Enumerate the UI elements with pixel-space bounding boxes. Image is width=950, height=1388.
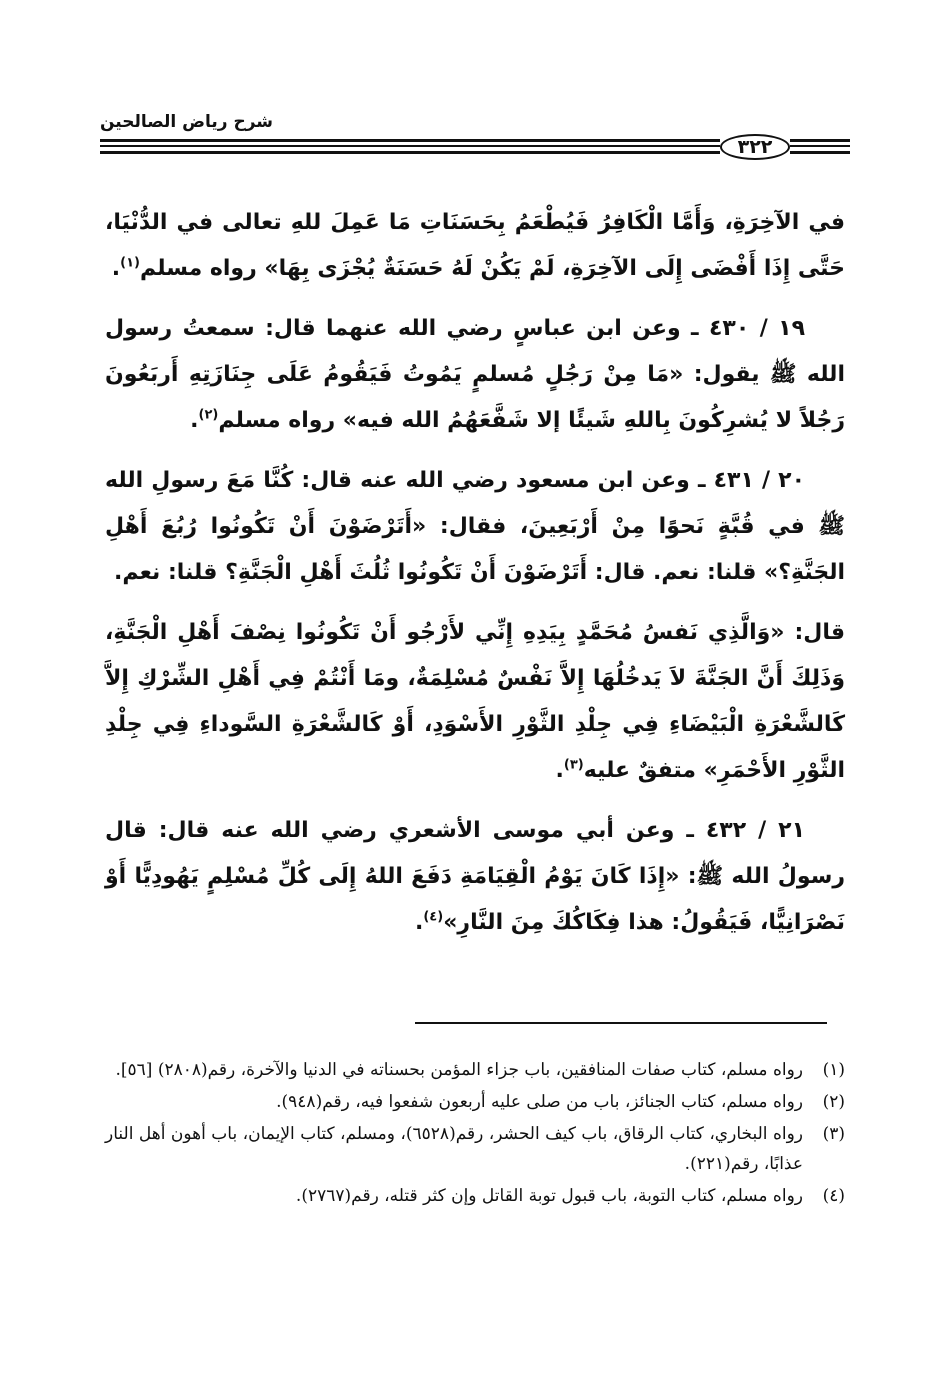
footnote-ref: (١) <box>120 255 140 271</box>
footnote-ref: (٢) <box>198 407 219 423</box>
header-rule <box>790 145 850 147</box>
paragraph: ٢٠ / ٤٣١ ـ وعن ابن مسعود رضي الله عنه قال: كُنَّا مَعَ رسولِ الله ﷺ في قُبَّةٍ نَحوًا مِنْ أَرْبَعِينَ، فقال: «أَتَرْضَوْنَ أَنْ تَكُونُوا رُبُعَ أَهْلِ الجَنَّةِ؟» قلنا: نعم. قال: أَتَرْضَوْنَ أَنْ تَكُونُوا ثُلُثَ أَهْلِ الْجَنَّةِ؟ قلنا: نعم. <box>105 468 845 585</box>
footnotes <box>105 1055 845 1213</box>
header-rule <box>790 139 850 142</box>
paragraph: قال: «وَالَّذِي نَفسُ مُحَمَّدٍ بِيَدِهِ إِنِّي لأَرْجُو أَنْ تَكُونُوا نِصْفَ أَهْلِ الْجَنَّةِ، وَذَلِكَ أَنَّ الجَنَّةَ لاَ يَدخُلُهَا إِلاَّ نَفْسٌ مُسْلِمَةٌ، ومَا أَنْتُمْ فِي أَهْلِ الشِّرْكِ إِلاَّ كَالشَّعْرَةِ الْبَيْضَاءِ فِي جِلْدِ الثَّوْرِ الأَسْوَدِ، أَوْ كَالشَّعْرَةِ السَّوداءِ فِي جِلْدِ الثَّوْرِ الأَحْمَرِ» متفقٌ عليه$^{(٣)}$. <box>105 620 845 783</box>
footnote-item <box>105 1055 845 1085</box>
footnote-ref: (٣) <box>563 757 584 773</box>
main-text <box>105 200 845 960</box>
page-number: ٣٢٢ <box>720 134 790 160</box>
footnote-number: (١) <box>822 1060 845 1080</box>
paragraph: ١٩ / ٤٣٠ ـ وعن ابن عباسٍ رضي الله عنهما قال: سمعتُ رسول الله ﷺ يقول: «مَا مِنْ رَجُلٍ مُسلمٍ يَمُوتُ فَيَقُومُ عَلَى جِنَازَتِهِ أَربَعُونَ رَجُلاً لا يُشرِكُونَ بِاللهِ شَيئًا إلا شَفَّعَهُمُ الله فيه» رواه مسلم$^{(٢)}$. <box>105 316 845 433</box>
footnote-item <box>105 1181 845 1211</box>
footnote-number: (٣) <box>822 1124 845 1144</box>
footnote-item <box>105 1119 845 1179</box>
header-rule <box>100 139 720 142</box>
header-rule <box>100 145 720 147</box>
footnote-text: رواه مسلم، كتاب التوبة، باب قبول توبة القاتل وإن كثر قتله، رقم(٢٧٦٧). <box>295 1186 803 1206</box>
footnote-number: (٤) <box>822 1186 845 1206</box>
header-rule <box>790 151 850 154</box>
footnote-text: رواه مسلم، كتاب صفات المنافقين، باب جزاء المؤمن بحسناته في الدنيا والآخرة، رقم(٢٨٠٨) [٥٦]. <box>115 1060 803 1080</box>
paragraph: في الآخِرَةِ، وَأَمَّا الْكَافِرُ فَيُطْعَمُ بِحَسَنَاتِ مَا عَمِلَ للهِ تعالى في الدُّنْيَا، حَتَّى إِذَا أَفْضَى إِلَى الآخِرَةِ، لَمْ يَكُنْ لَهُ حَسَنَةٌ يُجْزَى بِهَا» رواه مسلم$^{(١)}$. <box>105 210 845 281</box>
paragraph: ٢١ / ٤٣٢ ـ وعن أبي موسى الأشعري رضي الله عنه قال: قال رسولُ الله ﷺ: «إِذَا كَانَ يَوْمُ الْقِيَامَةِ دَفَعَ اللهُ إِلَى كُلِّ مُسْلِمٍ يَهُودِيًّا أَوْ نَصْرَانِيًّا، فَيَقُولُ: هذا فِكَاكُكَ مِنَ النَّارِ»$^{(٤)}$. <box>105 818 845 935</box>
page-header <box>100 112 850 172</box>
footnote-text: رواه مسلم، كتاب الجنائز، باب من صلى عليه أربعون شفعوا فيه، رقم(٩٤٨). <box>276 1092 803 1112</box>
footnote-number: (٢) <box>822 1092 845 1112</box>
footnote-separator <box>415 1022 827 1024</box>
header-rule <box>100 151 720 154</box>
footnote-item <box>105 1087 845 1117</box>
footnote-text: رواه البخاري، كتاب الرقاق، باب كيف الحشر، رقم(٦٥٢٨)، ومسلم، كتاب الإيمان، باب أهون أهل النار عذابًا، رقم(٢٢١). <box>105 1124 803 1174</box>
book-title: شرح رياض الصالحين <box>100 112 274 132</box>
footnote-ref: (٤) <box>423 909 444 925</box>
